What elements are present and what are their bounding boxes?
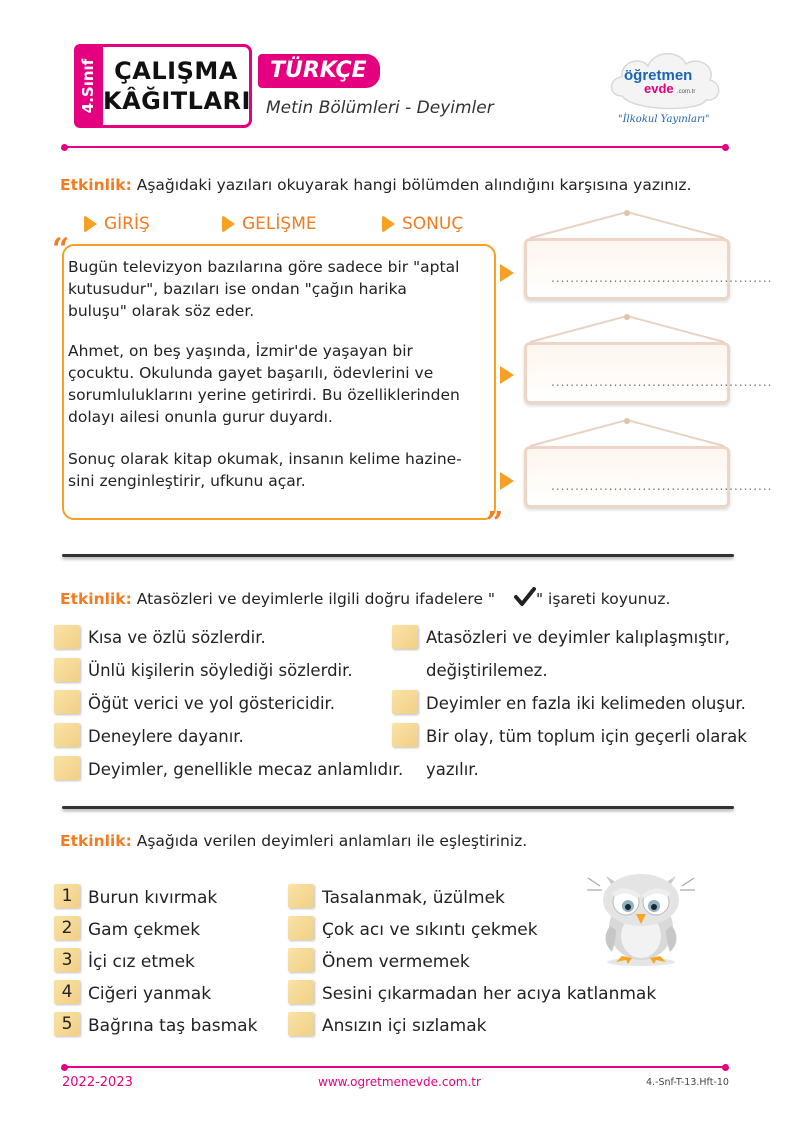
close-quote-icon: ” [486,506,504,541]
publisher-logo [604,44,726,126]
passage-intro: Bugün televizyon bazılarına göre sadece bir "aptal kutusudur", bazıları ise ondan "çağın harika buluşu" olarak söz eder. [68,258,460,320]
idiom-text: Burun kıvırmak [88,888,218,908]
arrow-icon [382,215,395,233]
activity-1-heading [60,176,691,194]
passage-conclusion: Sonuç olarak kitap okumak, insanın kelime hazine- sini zenginleştirir, ufkunu açar. [68,450,462,490]
meaning-text: Çok acı ve sıkıntı çekmek [322,920,538,940]
arrow-icon [222,215,235,233]
activity-instruction-end: " işareti koyunuz. [535,590,671,608]
arrow-icon [500,472,514,490]
activity-label: Etkinlik: [60,832,132,850]
match-box[interactable] [288,948,314,972]
section-divider [62,806,734,809]
activity-2-heading [60,587,670,608]
header-rule-dot-right [722,144,729,151]
statement-left-2: Ünlü kişilerin söylediği sözlerdir. [88,661,353,680]
idiom-text: Bağrına taş basmak [88,1016,258,1036]
idiom-text: Ciğeri yanmak [88,984,212,1004]
sad-owl-illustration [586,856,696,968]
statement-left-3: Öğüt verici ve yol göstericidir. [88,694,336,713]
sign-hanger [520,312,734,342]
meaning-text: Tasalanmak, üzülmek [322,888,505,908]
statement-left-4: Deneylere dayanır. [88,727,244,746]
sign-hanger [520,416,734,446]
topic-title: Metin Bölümleri - Deyimler [266,98,494,118]
checkbox-note[interactable] [392,625,418,649]
activity-instruction: Atasözleri ve deyimlerle ilgili doğru ifadelere " [136,590,496,608]
logo-wordmark-2: evde [644,81,674,96]
answer-sign-2[interactable]: .............................................. [524,342,730,404]
idiom-text: İçi cız etmek [88,952,195,972]
statement-left-5: Deyimler, genellikle mecaz anlamlıdır. [88,760,404,779]
activity-label: Etkinlik: [60,590,132,608]
header-rule [64,146,726,148]
statement-left-1: Kısa ve özlü sözlerdir. [88,628,266,647]
checkmark-icon [514,587,536,607]
sign-hanger [520,208,734,238]
checkbox-note[interactable] [54,690,80,714]
part-label-conclusion: SONUÇ [382,214,463,234]
activity-label: Etkinlik: [60,176,132,194]
footer-rule [64,1066,726,1068]
section-divider [62,554,734,557]
answer-sign-3[interactable]: .............................................. [524,446,730,508]
arrow-icon [500,366,514,384]
match-box[interactable] [288,1012,314,1036]
logo-wordmark: öğretmen [624,67,693,84]
checkbox-note[interactable] [392,690,418,714]
activity-instruction: Aşağıdaki yazıları okuyarak hangi bölümden alındığını karşısına yazınız. [136,176,692,194]
footer-year: 2022-2023 [62,1075,133,1090]
footer-rule-dot-right [722,1064,729,1071]
activity-3-heading [60,832,527,850]
match-box[interactable] [288,884,314,908]
activity-instruction: Aşağıda verilen deyimleri anlamları ile eşleştiriniz. [136,832,528,850]
statement-right-3: Bir olay, tüm toplum için geçerli olarak [426,727,747,746]
checkbox-note[interactable] [54,658,80,682]
worksheet-title [100,44,252,128]
statement-right-2: Deyimler en fazla iki kelimeden oluşur. [426,694,746,713]
footer-url[interactable]: www.ogretmenevde.com.tr [318,1075,481,1089]
part-label-intro: GİRİŞ [84,214,150,234]
checkbox-note[interactable] [54,756,80,780]
checkbox-note[interactable] [54,625,80,649]
idiom-number: 1 [54,884,80,908]
checkbox-note[interactable] [54,723,80,747]
meaning-text: Önem vermemek [322,952,470,972]
arrow-icon [84,215,97,233]
part-label-development: GELİŞME [222,214,317,234]
logo-domain: .com.tr [677,89,696,95]
match-box[interactable] [288,916,314,940]
statement-right-1: Atasözleri ve deyimler kalıplaşmıştır, [426,628,730,647]
match-box[interactable] [288,980,314,1004]
title-line-1: ÇALIŞMA [114,57,238,85]
open-quote-icon: “ [52,232,70,267]
title-line-2: KÂĞITLARI [103,87,251,115]
idiom-number: 5 [54,1012,80,1036]
arrow-icon [500,264,514,282]
meaning-text: Ansızın içi sızlamak [322,1016,487,1036]
footer-code: 4.-Snf-T-13.Hft-10 [646,1077,729,1088]
answer-sign-1[interactable]: .............................................. [524,238,730,300]
grade-label: 4.Sınıf [79,58,97,114]
meaning-text: Sesini çıkarmadan her acıya katlanmak [322,984,657,1004]
statement-right-1-cont: değiştirilemez. [426,661,548,680]
idiom-text: Gam çekmek [88,920,201,940]
passage-development: Ahmet, on beş yaşında, İzmir'de yaşayan bir çocuktu. Okulunda gayet başarılı, ödevlerini ve sorumluluklarını yerine getirirdi. Bu özelliklerinden dolayı ailesi onunla gurur duyardı. [68,342,460,426]
subject-badge: TÜRKÇE [258,54,380,88]
checkbox-note[interactable] [392,723,418,747]
idiom-number: 3 [54,948,80,972]
logo-tagline: "İlkokul Yayınları" [618,114,710,125]
idiom-number: 4 [54,980,80,1004]
statement-right-3-cont: yazılır. [426,760,479,779]
grade-tab [74,44,102,128]
idiom-number: 2 [54,916,80,940]
